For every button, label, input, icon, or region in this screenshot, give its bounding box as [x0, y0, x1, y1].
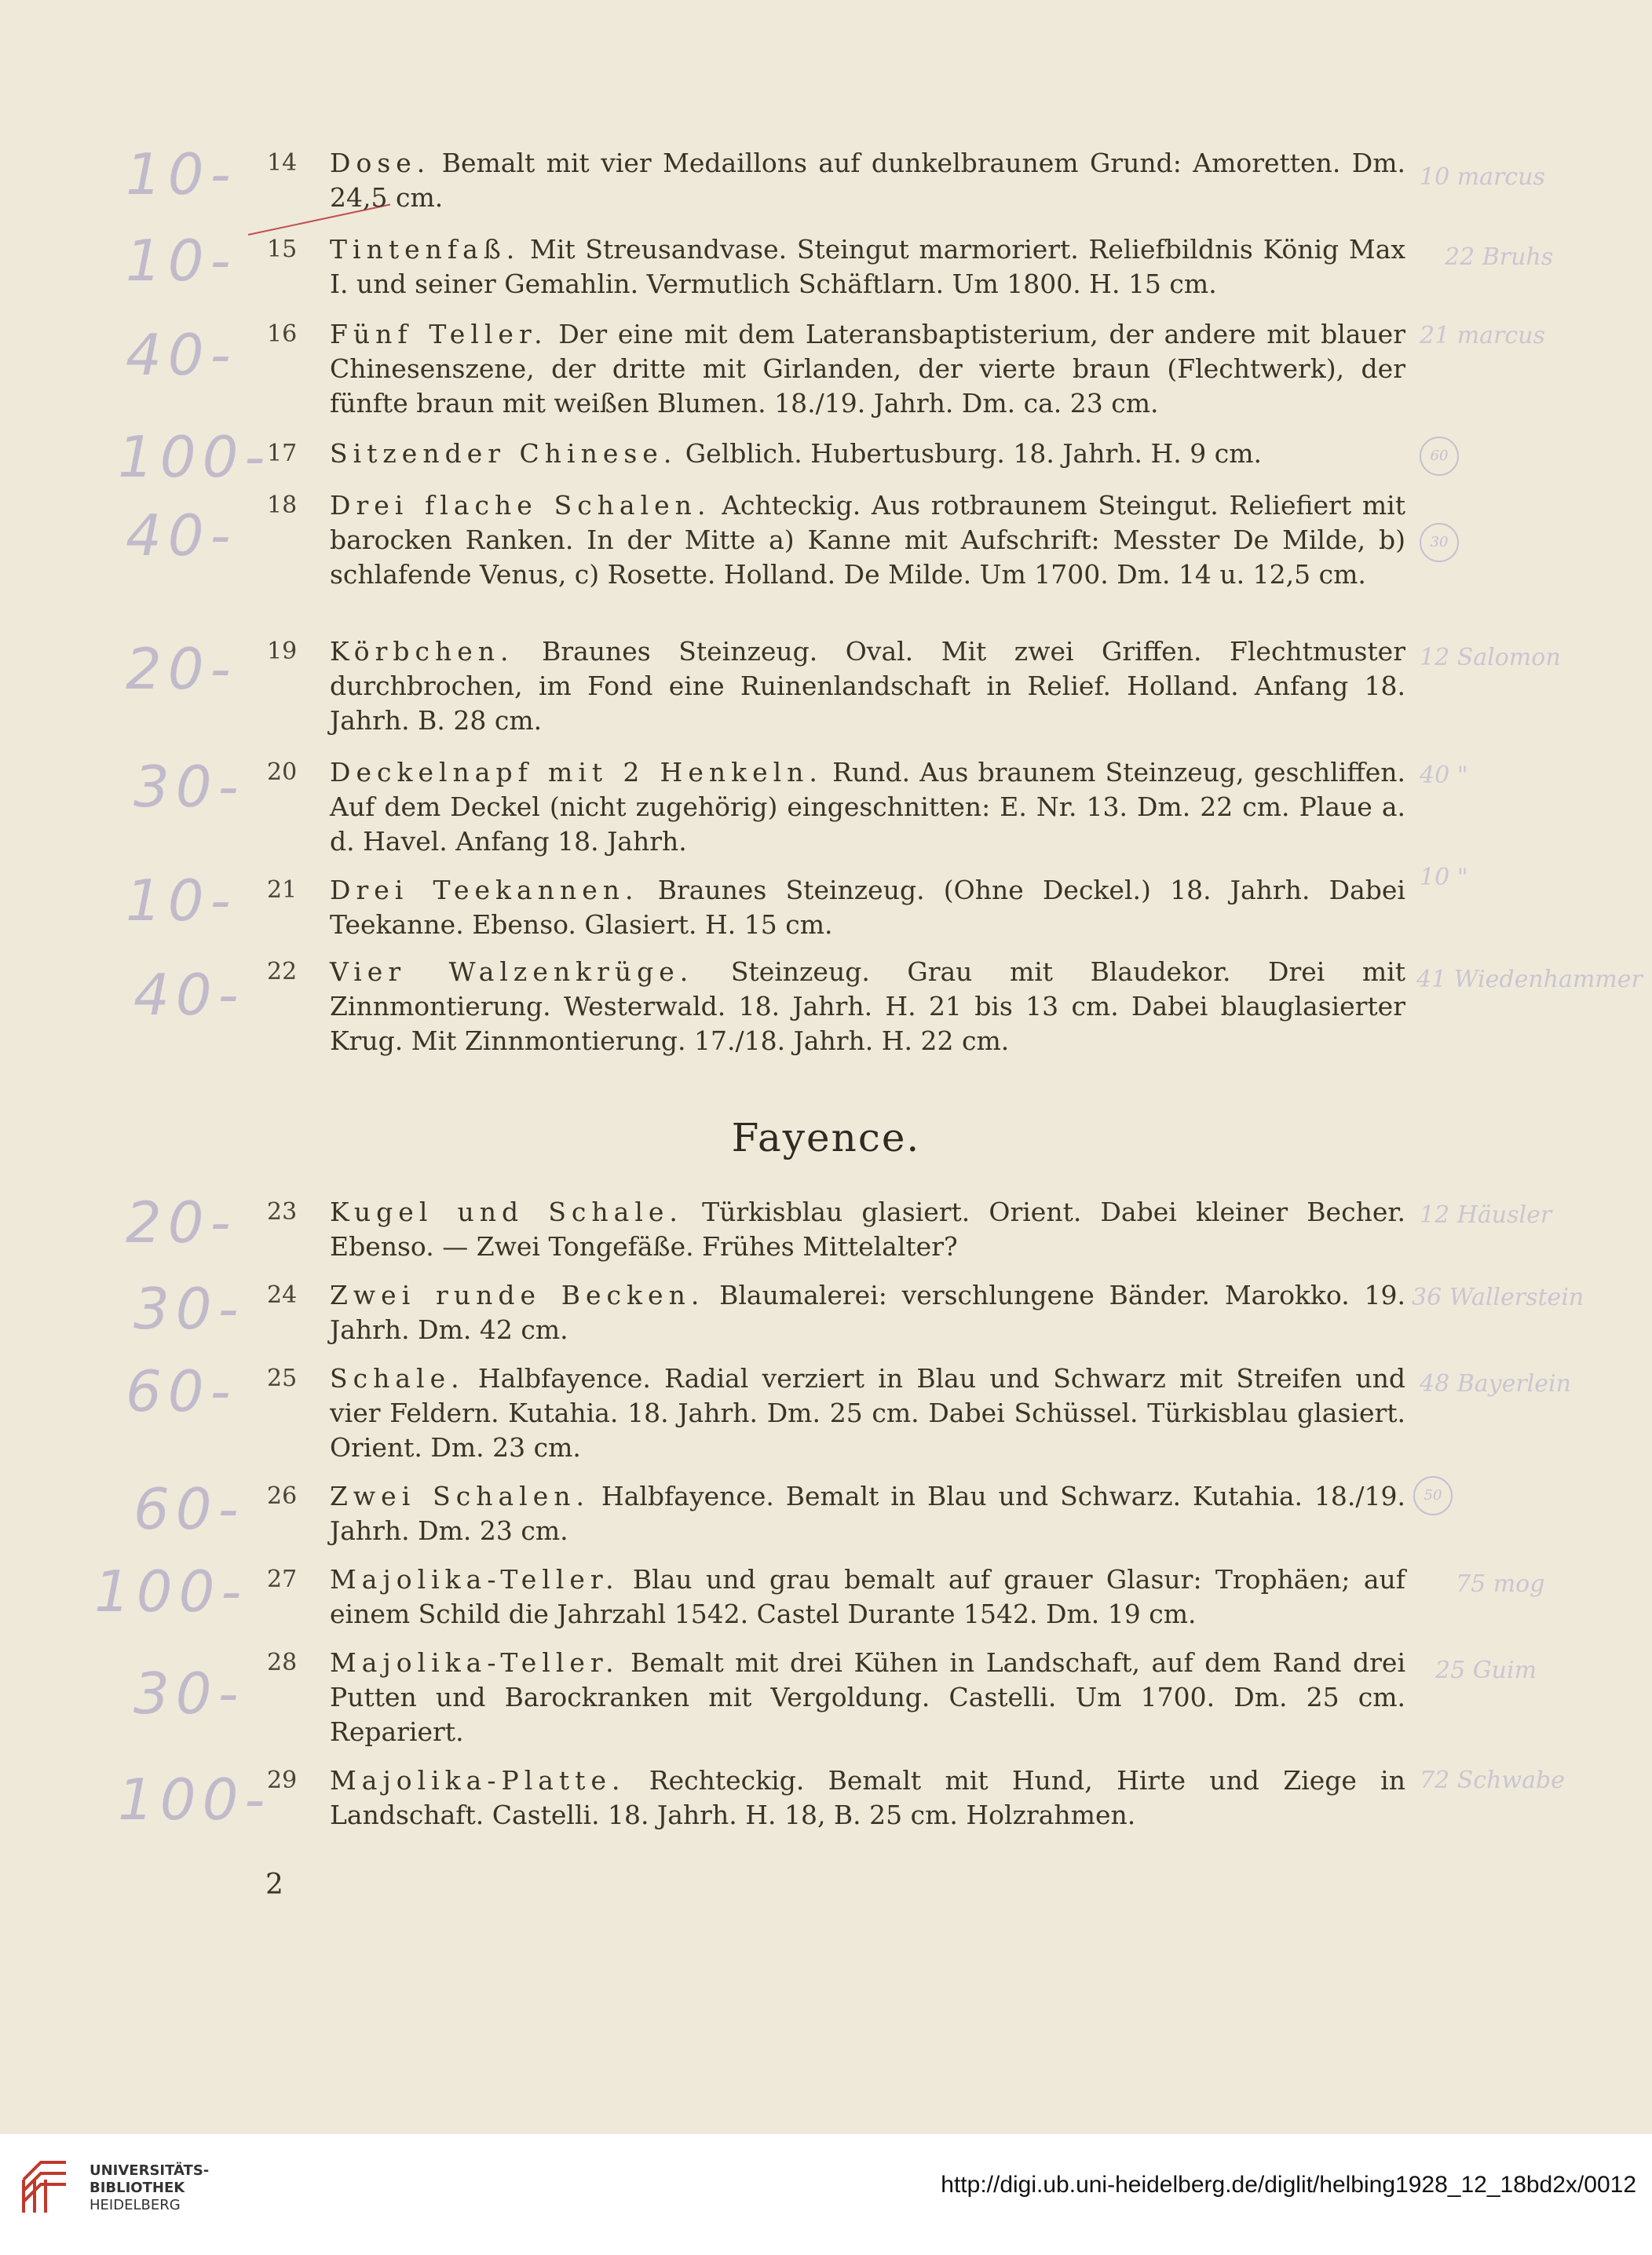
entry-description: Rund. Aus braunem Steinzeug, geschliffen. Auf dem Deckel (nicht zugehörig) eingeschnitten: E. Nr. 13. Dm. 22 cm. Plaue a. d. Havel. Anfang 18. Jahrh. — [330, 757, 1405, 857]
entry-title: Vier Walzenkrüge. — [330, 956, 694, 987]
entry-title: Sitzender Chinese. — [330, 438, 678, 469]
pencil-price: 100- — [118, 424, 272, 490]
entry-description: Blaumalerei: verschlungene Bänder. Marokko. 19. Jahrh. Dm. 42 cm. — [330, 1280, 1405, 1345]
pencil-price: 20- — [126, 636, 237, 702]
buyer-note: 12 Häusler — [1420, 1201, 1552, 1229]
buyer-note: 48 Bayerlein — [1420, 1370, 1571, 1398]
pencil-price: 30- — [133, 1661, 245, 1727]
logo-line: HEIDELBERG — [90, 2197, 181, 2213]
source-url[interactable]: http://digi.ub.uni-heidelberg.de/diglit/helbing1928_12_18bd2x/0012 — [941, 2172, 1636, 2198]
pencil-price: 20- — [126, 1190, 237, 1255]
pencil-price: 100- — [94, 1559, 248, 1625]
catalog-entry — [267, 437, 1405, 471]
entry-title: Majolika-Teller. — [330, 1647, 620, 1678]
entry-description: Halbfayence. Radial verziert in Blau und Schwarz mit Streifen und vier Feldern. Kutahia. 18. Jahrh. Dm. 25 cm. Dabei Schüssel. Türkisblau glasiert. Orient. Dm. 23 cm. — [330, 1363, 1405, 1463]
entry-description: Blau und grau bemalt auf grauer Glasur: Trophäen; auf einem Schild die Jahrzahl 1542. Castel Durante 1542. Dm. 19 cm. — [330, 1564, 1405, 1629]
pencil-price: 40- — [126, 503, 237, 568]
catalog-entry — [267, 634, 1405, 738]
buyer-note: 21 marcus — [1420, 322, 1545, 349]
entry-title: Deckelnapf mit 2 Henkeln. — [330, 757, 823, 788]
entry-number: 22 — [267, 958, 298, 985]
entry-description: Mit Streusandvase. Steingut marmoriert. Reliefbildnis König Max I. und seiner Gemahlin. Vermutlich Schäftlarn. Um 1800. H. 15 cm. — [330, 234, 1405, 299]
entry-description: Türkisblau glasiert. Orient. Dabei kleiner Becher. Ebenso. — Zwei Tongefäße. Frühes Mittelalter? — [330, 1197, 1405, 1262]
catalog-entry — [267, 1361, 1405, 1465]
entry-title: Fünf Teller. — [330, 319, 548, 349]
catalog-entry — [267, 755, 1405, 859]
entry-number: 24 — [267, 1281, 298, 1309]
entry-number: 27 — [267, 1566, 298, 1593]
catalog-entry — [267, 873, 1405, 942]
entry-title: Kugel und Schale. — [330, 1197, 683, 1227]
buyer-note: 22 Bruhs — [1445, 243, 1554, 271]
catalog-entry — [267, 1195, 1405, 1264]
entry-number: 23 — [267, 1198, 298, 1226]
footer-bar — [0, 2134, 1652, 2255]
entry-description: Achteckig. Aus rotbraunem Steingut. Reliefiert mit barocken Ranken. In der Mitte a) Kanne mit Aufschrift: Messter De Milde, b) schlafende Venus, c) Rosette. Holland. De Milde. Um 1700. Dm. 14 u. 12,5 cm. — [330, 490, 1405, 590]
entry-title: Dose. — [330, 148, 431, 178]
circled-number: 30 — [1420, 523, 1459, 562]
pencil-price: 10- — [126, 868, 237, 934]
entry-title: Drei flache Schalen. — [330, 490, 711, 521]
entry-description: Gelblich. Hubertusburg. 18. Jahrh. H. 9 cm. — [677, 438, 1263, 469]
buyer-note: 41 Wiedenhammer — [1416, 966, 1643, 993]
library-logo-icon — [17, 2156, 72, 2219]
logo-line: BIBLIOTHEK — [90, 2180, 185, 2196]
entry-number: 25 — [267, 1365, 298, 1392]
pencil-price: 40- — [133, 962, 245, 1028]
page-number: 2 — [265, 1869, 283, 1901]
pencil-price: 10- — [126, 228, 237, 294]
pencil-price: 30- — [133, 754, 245, 820]
entry-number: 21 — [267, 876, 298, 904]
entry-number: 17 — [267, 440, 298, 467]
catalog-entry — [267, 1646, 1405, 1749]
entry-number: 15 — [267, 236, 298, 263]
buyer-note: 10 " — [1420, 864, 1468, 891]
catalog-entry — [267, 317, 1405, 421]
entry-number: 16 — [267, 320, 298, 348]
library-logo-text — [90, 2162, 209, 2214]
entry-description: Der eine mit dem Lateransbaptisterium, der andere mit blauer Chinesenszene, der dritte mit Girlanden, der vierte braun (Flechtwerk), der fünfte braun mit weißen Blumen. 18./19. Jahrh. Dm. ca. 23 cm. — [330, 319, 1405, 418]
entry-title: Zwei runde Becken. — [330, 1280, 705, 1310]
entry-title: Tintenfaß. — [330, 234, 521, 265]
pencil-price: 10- — [126, 141, 237, 207]
buyer-note: 36 Wallerstein — [1412, 1284, 1584, 1311]
buyer-note: 10 marcus — [1420, 163, 1545, 191]
catalog-entry — [267, 232, 1405, 302]
catalog-entry — [267, 1278, 1405, 1347]
entry-title: Körbchen. — [330, 636, 514, 667]
logo-line: UNIVERSITÄTS- — [90, 2162, 210, 2179]
pencil-price: 60- — [133, 1476, 245, 1542]
pencil-price: 30- — [133, 1276, 245, 1342]
entry-description: Steinzeug. Grau mit Blaudekor. Drei mit Zinnmontierung. Westerwald. 18. Jahrh. H. 21 bis 13 cm. Dabei blauglasierter Krug. Mit Zinnmontierung. 17./18. Jahrh. H. 22 cm. — [330, 956, 1406, 1056]
buyer-note: 40 " — [1420, 762, 1468, 789]
buyer-note: 12 Salomon — [1420, 644, 1561, 671]
entry-number: 20 — [267, 758, 298, 786]
circled-number: 50 — [1413, 1476, 1453, 1515]
entry-number: 29 — [267, 1767, 298, 1794]
catalog-entry — [267, 1479, 1405, 1548]
catalog-entry — [267, 146, 1405, 215]
entry-title: Majolika-Teller. — [330, 1564, 620, 1595]
entry-description: Halbfayence. Bemalt in Blau und Schwarz. Kutahia. 18./19. Jahrh. Dm. 23 cm. — [330, 1481, 1406, 1546]
buyer-note: 72 Schwabe — [1420, 1767, 1565, 1794]
circled-number: 60 — [1420, 437, 1459, 476]
buyer-note: 75 mog — [1456, 1570, 1545, 1598]
entry-number: 19 — [267, 638, 298, 665]
entry-number: 28 — [267, 1649, 298, 1676]
pencil-price: 60- — [126, 1358, 237, 1424]
entry-title: Schale. — [330, 1363, 465, 1394]
entry-title: Majolika-Platte. — [330, 1765, 626, 1796]
catalog-entry — [267, 1763, 1405, 1833]
catalog-entry — [267, 488, 1405, 592]
entry-description: Bemalt mit vier Medaillons auf dunkelbraunem Grund: Amoretten. Dm. 24,5 cm. — [330, 148, 1405, 213]
pencil-price: 40- — [126, 322, 237, 388]
pencil-price: 100- — [118, 1767, 272, 1833]
entry-number: 26 — [267, 1482, 298, 1510]
section-heading: Fayence. — [731, 1115, 921, 1160]
entry-number: 18 — [267, 492, 298, 519]
entry-title: Zwei Schalen. — [330, 1481, 590, 1511]
entry-description: Rechteckig. Bemalt mit Hund, Hirte und Ziege in Landschaft. Castelli. 18. Jahrh. H. 18, B. 25 cm. Holzrahmen. — [330, 1765, 1405, 1830]
catalog-entry — [267, 955, 1405, 1058]
entry-description: Braunes Steinzeug. Oval. Mit zwei Griffen. Flechtmuster durchbrochen, im Fond eine Ruinenlandschaft in Relief. Holland. Anfang 18. Jahrh. B. 28 cm. — [330, 636, 1405, 736]
entry-description: Bemalt mit drei Kühen in Landschaft, auf dem Rand drei Putten und Barockranken mit Vergoldung. Castelli. Um 1700. Dm. 25 cm. Repariert. — [330, 1647, 1405, 1747]
entry-title: Drei Teekannen. — [330, 875, 639, 905]
buyer-note: 25 Guim — [1435, 1657, 1537, 1684]
entry-description: Braunes Steinzeug. (Ohne Deckel.) 18. Jahrh. Dabei Teekanne. Ebenso. Glasiert. H. 15 cm. — [330, 875, 1405, 940]
entry-number: 14 — [267, 149, 298, 177]
catalog-entry — [267, 1562, 1405, 1632]
